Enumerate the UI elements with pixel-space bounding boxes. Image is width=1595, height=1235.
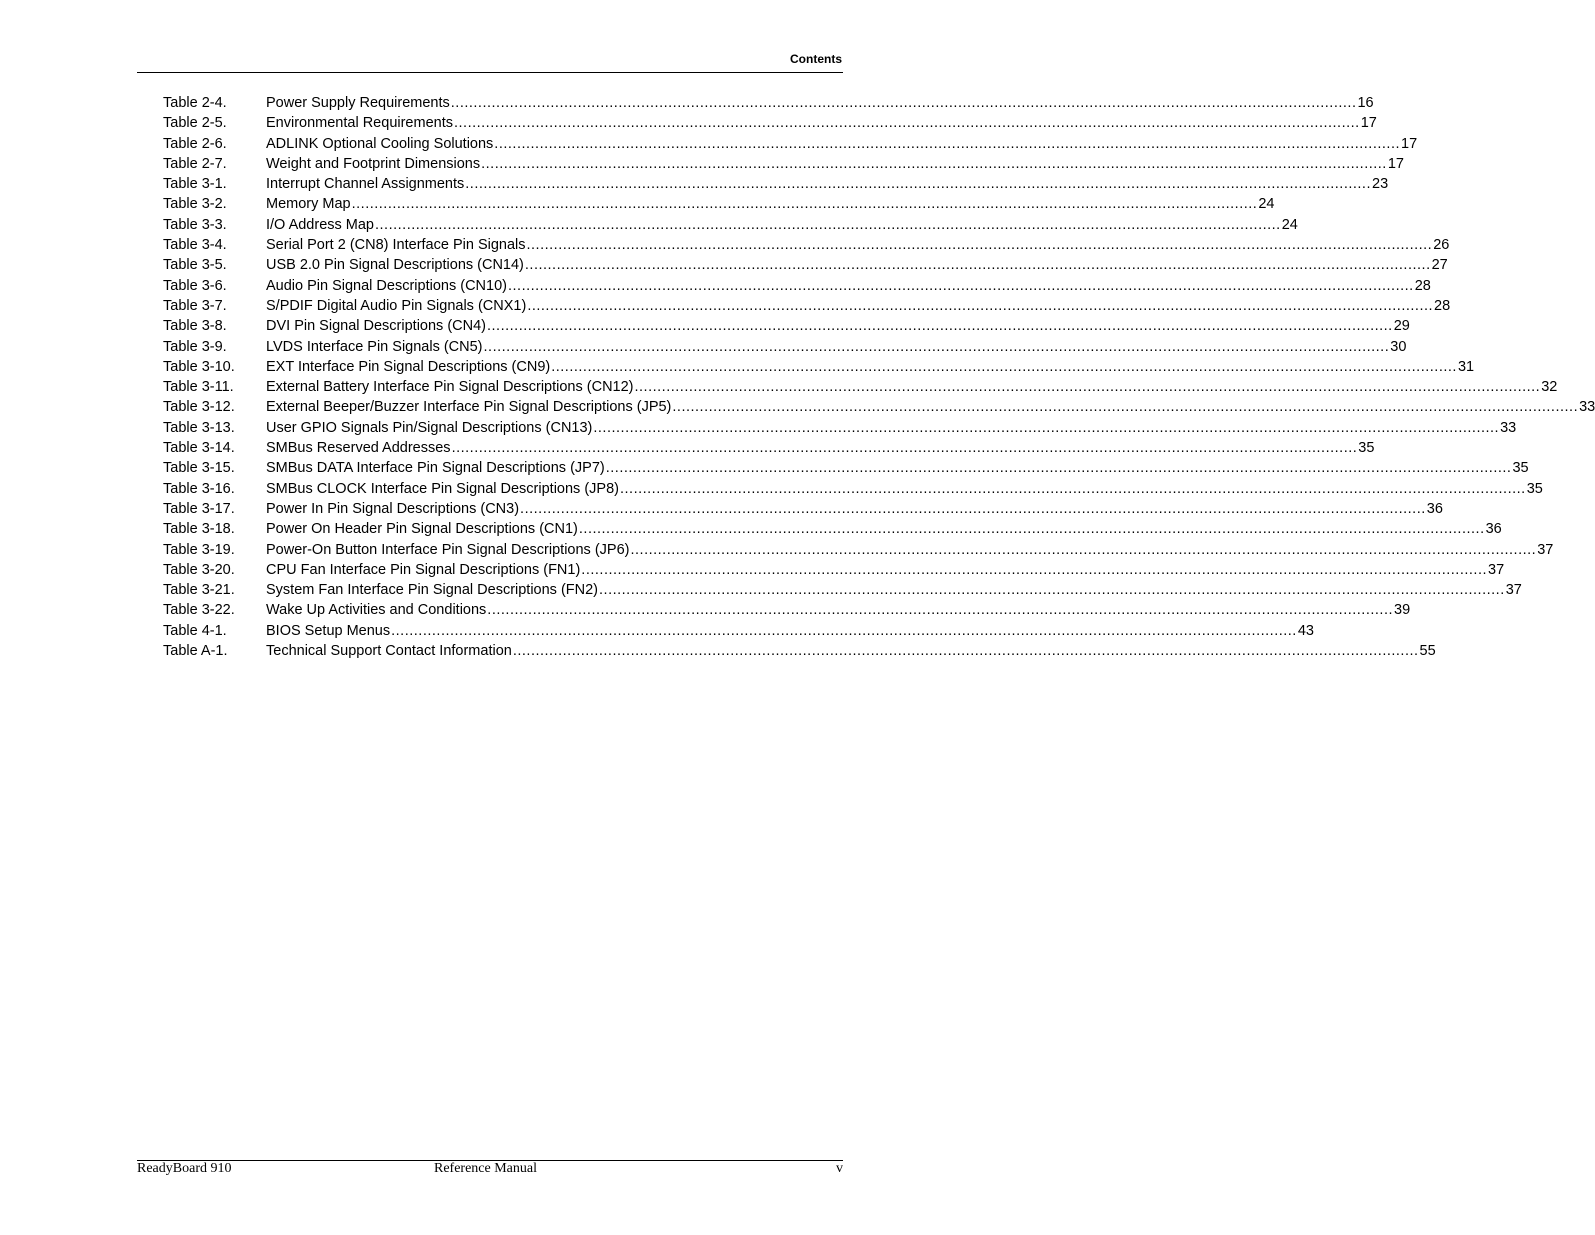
toc-dot-leader: ........................................................................................................................................................................................................ <box>619 480 1526 497</box>
toc-dot-leader: ........................................................................................................................................................................................................ <box>527 297 1434 314</box>
toc-entry-number: Table 3-16. <box>163 480 235 497</box>
toc-dot-leader: ........................................................................................................................................................................................................ <box>512 643 1419 660</box>
toc-entry[interactable] <box>163 235 1450 255</box>
toc-entry-number: Table 3-11. <box>163 379 234 396</box>
toc-entry-page: 39 <box>1394 602 1411 619</box>
toc-entry[interactable] <box>163 113 1377 133</box>
footer-document-title: Reference Manual <box>434 1161 537 1176</box>
toc-entry-page: 36 <box>1485 521 1502 538</box>
toc-dot-leader: ........................................................................................................................................................................................................ <box>481 155 1387 172</box>
toc-entry-title: Power On Header Pin Signal Descriptions (CN1) <box>266 521 578 538</box>
toc-entry-number: Table 3-17. <box>163 500 235 517</box>
toc-entry-page: 24 <box>1281 216 1298 233</box>
toc-entry-number: Table 3-18. <box>163 521 235 538</box>
toc-dot-leader: ........................................................................................................................................................................................................ <box>451 440 1358 457</box>
footer-product-name: ReadyBoard 910 <box>137 1161 232 1176</box>
toc-entry-number: Table 3-7. <box>163 297 227 314</box>
toc-entry-number: Table 3-21. <box>163 582 235 599</box>
toc-entry-title: Interrupt Channel Assignments <box>266 176 465 193</box>
toc-entry-number: Table 3-15. <box>163 460 235 477</box>
toc-entry-page: 33 <box>1500 419 1517 436</box>
toc-entry-number: Table 2-5. <box>163 115 227 132</box>
toc-entry-title: DVI Pin Signal Descriptions (CN4) <box>266 318 486 335</box>
toc-entry-title: I/O Address Map <box>266 216 374 233</box>
footer-page-number: v <box>836 1161 843 1176</box>
toc-entry-number: Table 2-7. <box>163 155 227 172</box>
toc-entry[interactable] <box>163 276 1431 296</box>
toc-entry-page: 17 <box>1360 115 1377 132</box>
toc-entry-page: 33 <box>1579 399 1595 416</box>
toc-entry[interactable] <box>163 215 1298 235</box>
toc-entry[interactable] <box>163 296 1451 316</box>
toc-entry-title: Memory Map <box>266 196 351 213</box>
toc-entry-title: Power In Pin Signal Descriptions (CN3) <box>266 500 520 517</box>
toc-entry[interactable] <box>163 621 1314 641</box>
toc-entry[interactable] <box>163 174 1389 194</box>
toc-entry[interactable] <box>163 93 1374 113</box>
toc-entry-title: S/PDIF Digital Audio Pin Signals (CNX1) <box>266 297 527 314</box>
toc-entry-title: USB 2.0 Pin Signal Descriptions (CN14) <box>266 257 524 274</box>
toc-dot-leader: ........................................................................................................................................................................................................ <box>487 602 1394 619</box>
toc-entry-title: Environmental Requirements <box>266 115 453 132</box>
toc-entry-page: 27 <box>1431 257 1448 274</box>
toc-entry-number: Table 3-20. <box>163 561 235 578</box>
toc-entry-page: 29 <box>1393 318 1410 335</box>
toc-dot-leader: ........................................................................................................................................................................................................ <box>578 521 1485 538</box>
toc-entry-title: User GPIO Signals Pin/Signal Descriptions (CN13) <box>266 419 593 436</box>
toc-entry[interactable] <box>163 641 1436 661</box>
toc-entry[interactable] <box>163 397 1595 417</box>
toc-entry-number: Table 3-5. <box>163 257 227 274</box>
toc-entry-page: 35 <box>1358 440 1375 457</box>
toc-entry[interactable] <box>163 337 1407 357</box>
toc-entry-number: Table 3-14. <box>163 440 235 457</box>
toc-entry[interactable] <box>163 134 1418 154</box>
toc-dot-leader: ........................................................................................................................................................................................................ <box>494 135 1401 152</box>
toc-entry-title: Power-On Button Interface Pin Signal Descriptions (JP6) <box>266 541 630 558</box>
toc-entry-page: 37 <box>1505 582 1522 599</box>
toc-entry[interactable] <box>163 255 1448 275</box>
toc-dot-leader: ........................................................................................................................................................................................................ <box>375 216 1281 233</box>
toc-entry-title: Technical Support Contact Information <box>266 643 512 660</box>
toc-entry[interactable] <box>163 560 1505 580</box>
toc-dot-leader: ........................................................................................................................................................................................................ <box>351 196 1258 213</box>
toc-entry[interactable] <box>163 499 1443 519</box>
toc-dot-leader: ........................................................................................................................................................................................................ <box>672 399 1579 416</box>
toc-entry[interactable] <box>163 418 1517 438</box>
toc-entry[interactable] <box>163 194 1275 214</box>
toc-dot-leader: ........................................................................................................................................................................................................ <box>581 561 1488 578</box>
header-divider <box>137 72 843 73</box>
toc-entry-page: 24 <box>1258 196 1275 213</box>
toc-entry-page: 35 <box>1526 480 1543 497</box>
toc-entry-number: Table 3-8. <box>163 318 227 335</box>
toc-dot-leader: ........................................................................................................................................................................................................ <box>453 115 1360 132</box>
toc-entry-number: Table 3-10. <box>163 358 235 375</box>
toc-entry-page: 36 <box>1426 500 1443 517</box>
toc-dot-leader: ........................................................................................................................................................................................................ <box>524 257 1431 274</box>
toc-entry-page: 16 <box>1357 95 1374 111</box>
toc-entry[interactable] <box>163 316 1410 336</box>
toc-entry-page: 43 <box>1297 622 1314 639</box>
toc-entry-number: Table 3-6. <box>163 277 227 294</box>
toc-dot-leader: ........................................................................................................................................................................................................ <box>599 582 1505 599</box>
toc-entry-number: Table 3-22. <box>163 602 235 619</box>
toc-dot-leader: ........................................................................................................................................................................................................ <box>605 460 1512 477</box>
toc-entry-page: 17 <box>1387 155 1404 172</box>
toc-entry[interactable] <box>163 154 1404 174</box>
toc-dot-leader: ........................................................................................................................................................................................................ <box>526 237 1433 254</box>
toc-entry-title: Wake Up Activities and Conditions <box>266 602 487 619</box>
toc-dot-leader: ........................................................................................................................................................................................................ <box>391 622 1297 639</box>
toc-entry-number: Table 2-4. <box>163 95 227 111</box>
toc-entry-title: ADLINK Optional Cooling Solutions <box>266 135 494 152</box>
toc-entry-title: Audio Pin Signal Descriptions (CN10) <box>266 277 507 294</box>
page-header-title: Contents <box>790 52 842 66</box>
toc-entry-page: 31 <box>1457 358 1475 375</box>
toc-entry-page: 32 <box>1541 379 1558 396</box>
toc-entry[interactable] <box>163 377 1558 397</box>
toc-entry-number: Table 3-12. <box>163 399 235 416</box>
toc-entry[interactable] <box>163 600 1411 620</box>
toc-entry-number: Table 3-2. <box>163 196 227 213</box>
toc-entry-page: 37 <box>1537 541 1554 558</box>
page-footer <box>137 1161 843 1177</box>
toc-entry[interactable] <box>163 580 1522 600</box>
toc-entry-number: Table 3-9. <box>163 338 227 355</box>
toc-entry-page: 26 <box>1433 237 1450 254</box>
toc-entry-title: Power Supply Requirements <box>266 95 450 111</box>
toc-entry-number: Table A-1. <box>163 643 228 660</box>
toc-entry-page: 28 <box>1414 277 1431 294</box>
toc-entry-page: 35 <box>1512 460 1529 477</box>
toc-entry-page: 23 <box>1372 176 1389 193</box>
toc-dot-leader: ........................................................................................................................................................................................................ <box>630 541 1537 558</box>
toc-entry[interactable] <box>163 458 1529 478</box>
toc-entry-number: Table 3-4. <box>163 237 227 254</box>
toc-entry-number: Table 3-19. <box>163 541 235 558</box>
table-of-contents <box>163 93 1595 661</box>
toc-entry-title: SMBus CLOCK Interface Pin Signal Descriptions (JP8) <box>266 480 619 497</box>
toc-entry[interactable] <box>163 357 1475 377</box>
toc-entry-number: Table 2-6. <box>163 135 227 152</box>
toc-entry-title: Weight and Footprint Dimensions <box>266 155 481 172</box>
toc-dot-leader: ........................................................................................................................................................................................................ <box>520 500 1426 517</box>
toc-dot-leader: ........................................................................................................................................................................................................ <box>483 338 1390 355</box>
toc-entry-title: CPU Fan Interface Pin Signal Descriptions (FN1) <box>266 561 581 578</box>
toc-entry-title: BIOS Setup Menus <box>266 622 391 639</box>
toc-entry-title: Serial Port 2 (CN8) Interface Pin Signals <box>266 237 526 254</box>
toc-dot-leader: ........................................................................................................................................................................................................ <box>507 277 1414 294</box>
toc-entry-title: SMBus DATA Interface Pin Signal Descriptions (JP7) <box>266 460 605 477</box>
toc-entry-page: 30 <box>1390 338 1407 355</box>
toc-entry-page: 17 <box>1401 135 1418 152</box>
toc-entry-number: Table 3-1. <box>163 176 227 193</box>
toc-dot-leader: ........................................................................................................................................................................................................ <box>593 419 1500 436</box>
toc-entry-title: LVDS Interface Pin Signals (CN5) <box>266 338 483 355</box>
toc-entry[interactable] <box>163 519 1502 539</box>
toc-entry-title: System Fan Interface Pin Signal Descriptions (FN2) <box>266 582 599 599</box>
toc-entry[interactable] <box>163 479 1543 499</box>
toc-dot-leader: ........................................................................................................................................................................................................ <box>450 95 1357 111</box>
toc-entry-title: External Beeper/Buzzer Interface Pin Signal Descriptions (JP5) <box>266 399 672 416</box>
toc-entry[interactable] <box>163 438 1375 458</box>
toc-entry-title: External Battery Interface Pin Signal Descriptions (CN12) <box>266 379 634 396</box>
toc-entry-title: SMBus Reserved Addresses <box>266 440 451 457</box>
toc-entry-number: Table 4-1. <box>163 622 227 639</box>
toc-dot-leader: ........................................................................................................................................................................................................ <box>551 358 1457 375</box>
toc-entry-page: 28 <box>1434 297 1451 314</box>
toc-entry-number: Table 3-13. <box>163 419 235 436</box>
toc-dot-leader: ........................................................................................................................................................................................................ <box>465 176 1371 193</box>
toc-entry-number: Table 3-3. <box>163 216 227 233</box>
toc-entry-page: 55 <box>1419 643 1436 660</box>
toc-entry-page: 37 <box>1488 561 1505 578</box>
toc-entry[interactable] <box>163 540 1554 560</box>
toc-dot-leader: ........................................................................................................................................................................................................ <box>634 379 1541 396</box>
toc-entry-title: EXT Interface Pin Signal Descriptions (CN9) <box>266 358 551 375</box>
toc-dot-leader: ........................................................................................................................................................................................................ <box>487 318 1393 335</box>
